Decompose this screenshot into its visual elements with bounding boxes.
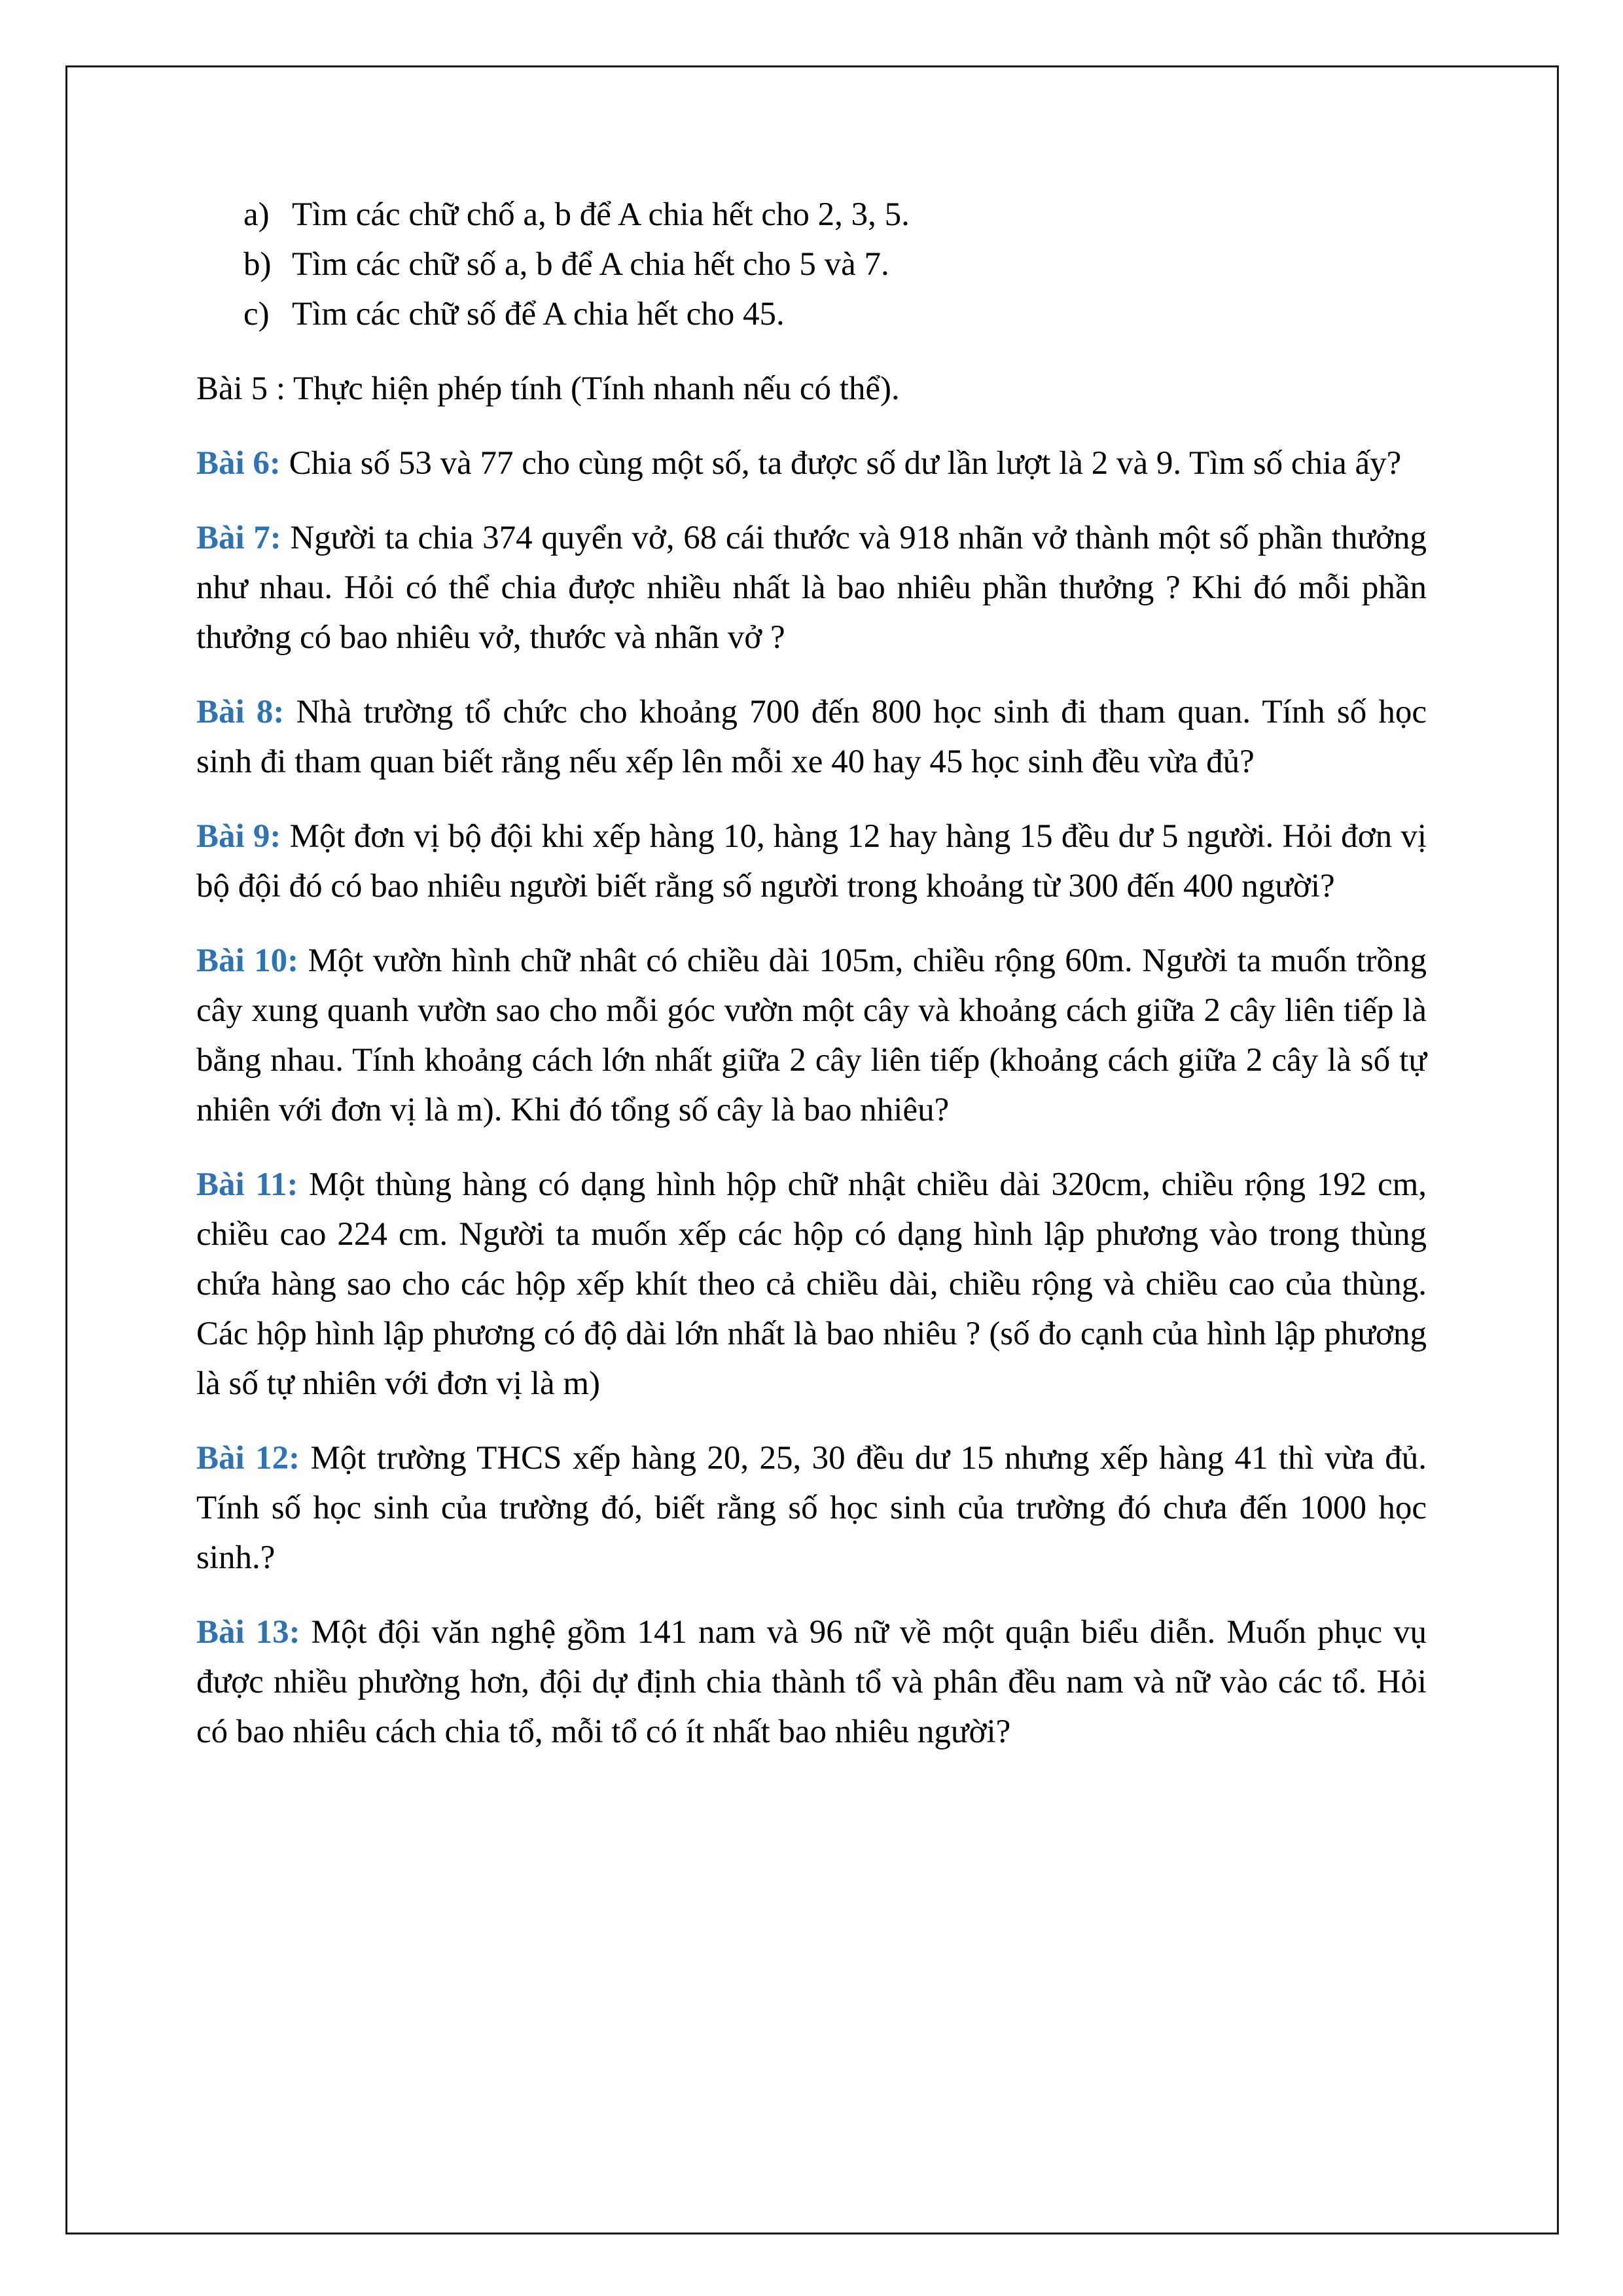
exercise-text: Một vườn hình chữ nhât có chiều dài 105m, chiều rộng 60m. Người ta muốn trồng cây xung quanh vườn sao cho mỗi góc vườn một cây và khoảng cách giữa 2 cây liên tiếp là bằng nhau. Tính khoảng cách lớn nhất giữa 2 cây liên tiếp (khoảng cách giữa 2 cây là số tự nhiên với đơn vị là m). Khi đó tổng số cây là bao nhiêu?: [196, 942, 1427, 1128]
exercise-10: [196, 936, 1427, 1135]
exercise-5-text: Thực hiện phép tính (Tính nhanh nếu có thể).: [285, 370, 900, 407]
exercise-text: Chia số 53 và 77 cho cùng một số, ta được số dư lần lượt là 2 và 9. Tìm số chia ấy?: [280, 445, 1402, 482]
sub-question-marker: a): [243, 196, 270, 233]
exercise-text: Một trường THCS xếp hàng 20, 25, 30 đều dư 15 nhưng xếp hàng 41 thì vừa đủ. Tính số học sinh của trường đó, biết rằng số học sinh của trường đó chưa đến 1000 học sinh.?: [196, 1440, 1427, 1576]
exercise-label: Bài 6:: [196, 445, 281, 482]
exercise-5-label: Bài 5 :: [196, 370, 285, 407]
exercise-7: [196, 513, 1427, 662]
exercise-8: [196, 687, 1427, 787]
exercise-label: Bài 13:: [196, 1614, 300, 1651]
exercise-9: [196, 812, 1427, 911]
exercise-11: [196, 1160, 1427, 1408]
sub-question-text: Tìm các chữ số a, b để A chia hết cho 5 và 7.: [292, 246, 889, 283]
exercise-text: Một đội văn nghệ gồm 141 nam và 96 nữ về một quận biểu diễn. Muốn phục vụ được nhiều phường hơn, đội dự định chia thành tổ và phân đều nam và nữ vào các tổ. Hỏi có bao nhiêu cách chia tổ, mỗi tổ có ít nhất bao nhiêu người?: [196, 1614, 1427, 1750]
exercise-label: Bài 8:: [196, 694, 285, 730]
document-body: [196, 190, 1427, 1782]
sub-question-c: [196, 289, 1427, 339]
exercise-label: Bài 10:: [196, 942, 299, 979]
sub-question-a: [196, 190, 1427, 240]
sub-question-list: [196, 190, 1427, 339]
exercise-text: Một thùng hàng có dạng hình hộp chữ nhật chiều dài 320cm, chiều rộng 192 cm, chiều cao 224 cm. Người ta muốn xếp các hộp có dạng hình lập phương vào trong thùng chứa hàng sao cho các hộp xếp khít theo cả chiều dài, chiều rộng và chiều cao của thùng. Các hộp hình lập phương có độ dài lớn nhất là bao nhiêu ? (số đo cạnh của hình lập phương là số tự nhiên với đơn vị là m): [196, 1166, 1427, 1402]
exercise-12: [196, 1433, 1427, 1583]
exercise-label: Bài 7:: [196, 520, 281, 556]
sub-question-b: [196, 240, 1427, 289]
exercise-label: Bài 11:: [196, 1166, 298, 1203]
sub-question-text: Tìm các chữ chố a, b để A chia hết cho 2, 3, 5.: [292, 196, 910, 233]
exercise-text: Một đơn vị bộ đội khi xếp hàng 10, hàng 12 hay hàng 15 đều dư 5 người. Hỏi đơn vị bộ đội đó có bao nhiêu người biết rằng số người trong khoảng từ 300 đến 400 người?: [196, 818, 1427, 905]
exercise-text: Nhà trường tổ chức cho khoảng 700 đến 800 học sinh đi tham quan. Tính số học sinh đi tham quan biết rằng nếu xếp lên mỗi xe 40 hay 45 học sinh đều vừa đủ?: [196, 694, 1427, 780]
exercise-6: [196, 439, 1427, 488]
exercise-label: Bài 12:: [196, 1440, 300, 1477]
sub-question-marker: c): [243, 296, 270, 332]
exercise-label: Bài 9:: [196, 818, 281, 855]
exercise-5: [196, 364, 1427, 414]
exercise-text: Người ta chia 374 quyển vở, 68 cái thước và 918 nhãn vở thành một số phần thưởng như nhau. Hỏi có thể chia được nhiều nhất là bao nhiêu phần thưởng ? Khi đó mỗi phần thưởng có bao nhiêu vở, thước và nhãn vở ?: [196, 520, 1427, 656]
sub-question-text: Tìm các chữ số để A chia hết cho 45.: [292, 296, 785, 332]
sub-question-marker: b): [243, 246, 272, 283]
exercise-13: [196, 1607, 1427, 1757]
